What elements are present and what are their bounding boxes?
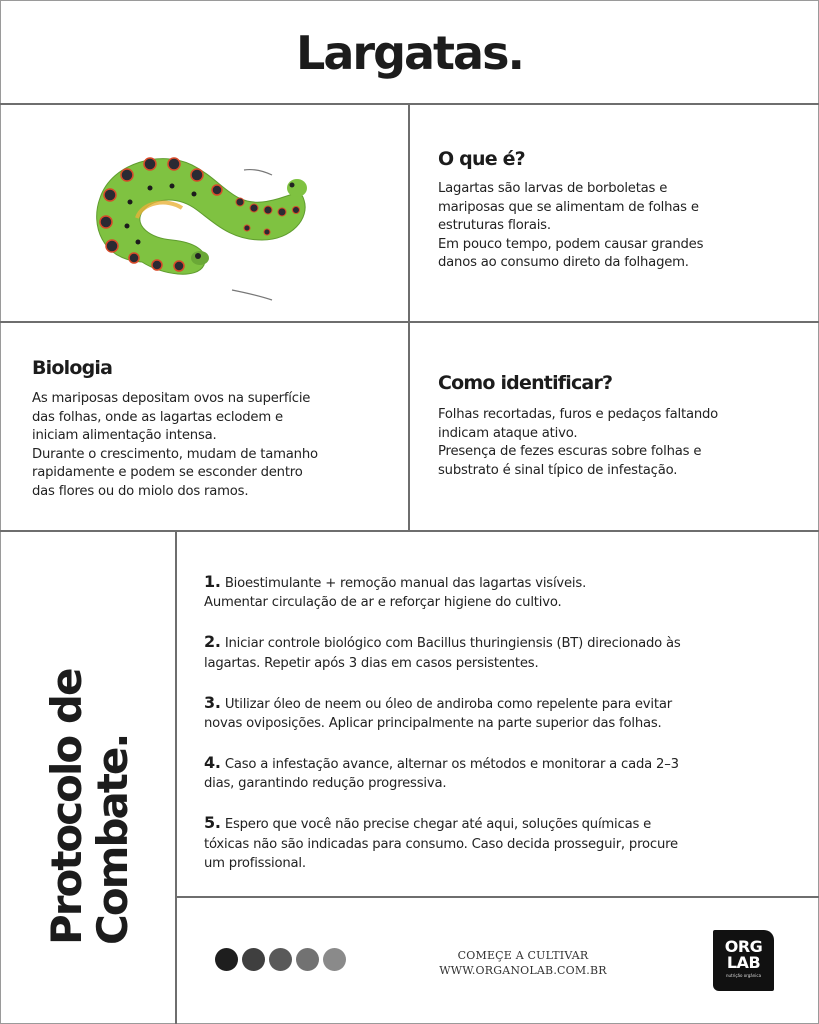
dot-1 (215, 948, 238, 971)
call-to-action (410, 948, 636, 978)
step-number: 2. (204, 632, 221, 652)
divider-protocol (0, 530, 819, 532)
identify-line: substrato é sinal típico de infestação. (438, 462, 678, 478)
identify-line: indicam ataque ativo. (438, 425, 578, 441)
step-text: Bioestimulante + remoção manual das lagartas visíveis. (224, 576, 587, 591)
pagination-dots (215, 948, 346, 971)
dot-3 (269, 948, 292, 971)
step-line (204, 813, 794, 834)
identify-heading: Como identificar? (438, 372, 613, 394)
page-title: Largatas. (296, 26, 523, 80)
protocol-step-2 (204, 632, 794, 673)
biology-line: Durante o crescimento, mudam de tamanho (32, 446, 318, 462)
protocol-title (44, 625, 136, 945)
protocol-steps (204, 572, 794, 893)
step-line (204, 572, 794, 593)
biology-line: rapidamente e podem se esconder dentro (32, 465, 303, 481)
identify-line: Presença de fezes escuras sobre folhas e (438, 444, 702, 460)
protocol-step-3 (204, 693, 794, 734)
biology-heading: Biologia (32, 357, 113, 379)
dot-5 (323, 948, 346, 971)
step-text: Caso a infestação avance, alternar os métodos e monitorar a cada 2–3 (224, 756, 679, 772)
step-line: Aumentar circulação de ar e reforçar higiene do cultivo. (204, 595, 562, 611)
logo-line-2: LAB (726, 953, 761, 972)
biology-line: As mariposas depositam ovos na superfície (32, 391, 311, 406)
step-line: novas oviposições. Aplicar principalmente na parte superior das folhas. (204, 716, 662, 732)
protocol-title-line: Protocolo de (42, 669, 91, 945)
caterpillar-illustration-icon (82, 140, 322, 305)
cta-website-link[interactable]: WWW.ORGANOLAB.COM.BR (439, 964, 607, 977)
cta-tagline: COMEÇE A CULTIVAR (457, 949, 589, 962)
protocol-step-1 (204, 572, 794, 613)
divider-middle (0, 321, 819, 323)
step-number: 4. (204, 752, 221, 772)
biology-text (32, 390, 318, 502)
what-is-text (438, 180, 703, 273)
step-line: lagartas. Repetir após 3 dias em casos persistentes. (204, 655, 539, 671)
what-is-line: Em pouco tempo, podem causar grandes (438, 236, 704, 252)
step-number: 3. (204, 692, 221, 712)
logo-line-1: ORG (724, 937, 763, 956)
what-is-line: mariposas que se alimentam de folhas e (438, 199, 699, 215)
protocol-title-line: Combate. (88, 734, 137, 945)
identify-line: Folhas recortadas, furos e pedaços faltando (438, 407, 719, 422)
what-is-heading: O que é? (438, 148, 525, 170)
dot-4 (296, 948, 319, 971)
what-is-line: estruturas florais. (438, 218, 551, 234)
divider-footer (176, 896, 819, 898)
step-line: dias, garantindo redução progressiva. (204, 776, 447, 792)
step-number: 1. (204, 572, 221, 591)
step-text: Iniciar controle biológico com Bacillus thuringiensis (BT) direcionado às (224, 636, 681, 652)
biology-line: iniciam alimentação intensa. (32, 428, 217, 444)
identify-text (438, 406, 718, 480)
biology-line: das folhas, onde as lagartas eclodem e (32, 409, 283, 425)
step-line: um profissional. (204, 856, 306, 872)
divider-vertical-top (408, 104, 410, 532)
protocol-step-5 (204, 813, 794, 873)
step-line (204, 632, 794, 653)
protocol-step-4 (204, 753, 794, 794)
what-is-line: danos ao consumo direto da folhagem. (438, 255, 689, 271)
divider-vertical-protocol (175, 531, 177, 1024)
step-number: 5. (204, 813, 221, 833)
step-line: tóxicas não são indicadas para consumo. Caso decida prosseguir, procure (204, 836, 678, 852)
organolab-logo (713, 930, 774, 991)
dot-2 (242, 948, 265, 971)
step-line (204, 753, 794, 774)
step-line (204, 693, 794, 714)
biology-line: das flores ou do miolo dos ramos. (32, 483, 249, 499)
step-text: Utilizar óleo de neem ou óleo de andiroba como repelente para evitar (224, 696, 672, 712)
step-text: Espero que você não precise chegar até aqui, soluções químicas e (224, 817, 652, 833)
what-is-line: Lagartas são larvas de borboletas e (438, 181, 668, 196)
logo-tagline: nutrição orgânica (725, 973, 762, 978)
